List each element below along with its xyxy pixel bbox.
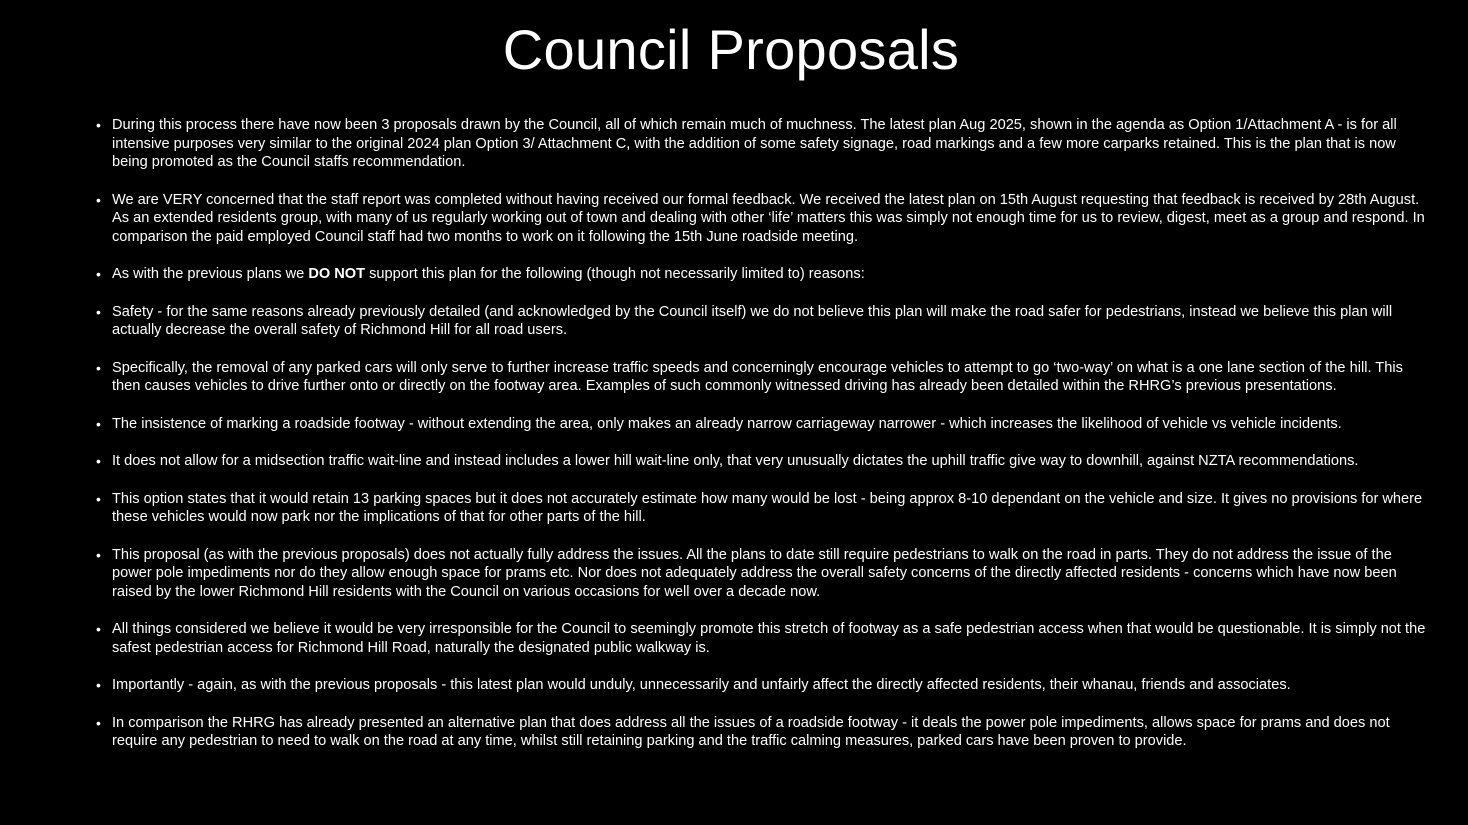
- bullet-icon: •: [96, 117, 101, 133]
- bullet-item: [96, 359, 1428, 396]
- bullet-item: [96, 676, 1428, 695]
- bullet-list: [96, 116, 1428, 770]
- bullet-item: [96, 415, 1428, 434]
- bullet-text-bold: DO NOT: [308, 266, 366, 282]
- bullet-text: The insistence of marking a roadside footway - without extending the area, only makes an already narrow carriageway narrower - which increases the likelihood of vehicle vs vehicle incidents.: [112, 415, 1342, 432]
- bullet-item: [96, 714, 1428, 751]
- bullet-item: [96, 490, 1428, 527]
- bullet-text-pre: As with the previous plans we: [112, 266, 309, 282]
- bullet-text: Importantly - again, as with the previous proposals - this latest plan would unduly, unnecessarily and unfairly affect the directly affected residents, their whanau, friends and associates.: [112, 677, 1291, 693]
- bullet-item: [96, 116, 1428, 172]
- bullet-text: Specifically, the removal of any parked cars will only serve to further increase traffic speeds and concerningly encourage vehicles to attempt to go ‘two-way’ on what is a one lane section of the hill. This then causes vehicles to drive further onto or directly on the footway area. Examples of such commonly witnessed driving has already been detailed within the RHRG’s previous presentations.: [112, 359, 1403, 394]
- bullet-text: During this process there have now been 3 proposals drawn by the Council, all of which remain much of muchness. The latest plan Aug 2025, shown in the agenda as Option 1/Attachment A - is for all intensive purposes very similar to the original 2024 plan Option 3/ Attachment C, with the addition of some safety signage, road markings and a few more carparks retained. This is the plan that is now being promoted as the Council staffs recommendation.: [112, 117, 1397, 170]
- bullet-icon: •: [96, 490, 101, 507]
- bullet-text: This option states that it would retain 13 parking spaces but it does not accurately estimate how many would be lost - being approx 8-10 dependant on the vehicle and size. It gives no provisions for where these vehicles would now park nor the implications of that for other parts of the hill.: [112, 490, 1423, 525]
- bullet-icon: •: [96, 677, 101, 693]
- bullet-icon: •: [96, 453, 101, 469]
- bullet-text: In comparison the RHRG has already presented an alternative plan that does address all the issues of a roadside footway - it deals the power pole impediments, allows space for prams and does not require any pedestrian to need to walk on the road at any time, whilst still retaining parking and the traffic calming measures, parked cars have been proven to provide.: [112, 714, 1390, 749]
- bullet-icon: •: [96, 714, 101, 731]
- slide-title: Council Proposals: [502, 18, 960, 81]
- bullet-text: We are VERY concerned that the staff report was completed without having received our formal feedback. We received the latest plan on 15th August requesting that feedback is received by 28th August. As an extended residents group, with many of us regularly working out of town and dealing with other ‘life’ matters this was simply not enough time for us to review, digest, meet as a group and respond. In comparison the paid employed Council staff had two months to work on it following the 15th June roadside meeting.: [112, 191, 1425, 245]
- bullet-item: [96, 546, 1428, 602]
- bullet-icon: •: [96, 191, 101, 208]
- bullet-text: It does not allow for a midsection traffic wait-line and instead includes a lower hill wait-line only, that very unusually dictates the uphill traffic give way to downhill, against NZTA recommendations.: [112, 453, 1359, 469]
- bullet-item: [96, 265, 1428, 284]
- bullet-text-post: support this plan for the following (though not necessarily limited to) reasons:: [365, 266, 865, 282]
- bullet-item: [96, 303, 1428, 340]
- bullet-item: [96, 191, 1428, 247]
- bullet-item: [96, 620, 1428, 657]
- bullet-text: Safety - for the same reasons already previously detailed (and acknowledged by the Council itself) we do not believe this plan will make the road safer for pedestrians, instead we believe this plan will actually decrease the overall safety of Richmond Hill for all road users.: [112, 303, 1393, 338]
- bullet-icon: •: [96, 621, 101, 637]
- bullet-icon: •: [96, 546, 101, 563]
- bullet-icon: •: [96, 266, 101, 282]
- bullet-text: All things considered we believe it would be very irresponsible for the Council to seemingly promote this stretch of footway as a safe pedestrian access when that would be questionable. It is simply not the safest pedestrian access for Richmond Hill Road, naturally the designated public walkway is.: [112, 621, 1426, 656]
- bullet-icon: •: [96, 303, 101, 320]
- bullet-item: [96, 452, 1428, 471]
- bullet-icon: •: [96, 415, 101, 432]
- bullet-icon: •: [96, 359, 101, 376]
- bullet-text: This proposal (as with the previous proposals) does not actually fully address the issues. All the plans to date still require pedestrians to walk on the road in parts. They do not address the issue of the power pole impediments nor do they allow enough space for prams etc. Nor does not adequately address the overall safety concerns of the directly affected residents - concerns which have now been raised by the lower Richmond Hill residents with the Council on various occasions for well over a decade now.: [112, 546, 1397, 600]
